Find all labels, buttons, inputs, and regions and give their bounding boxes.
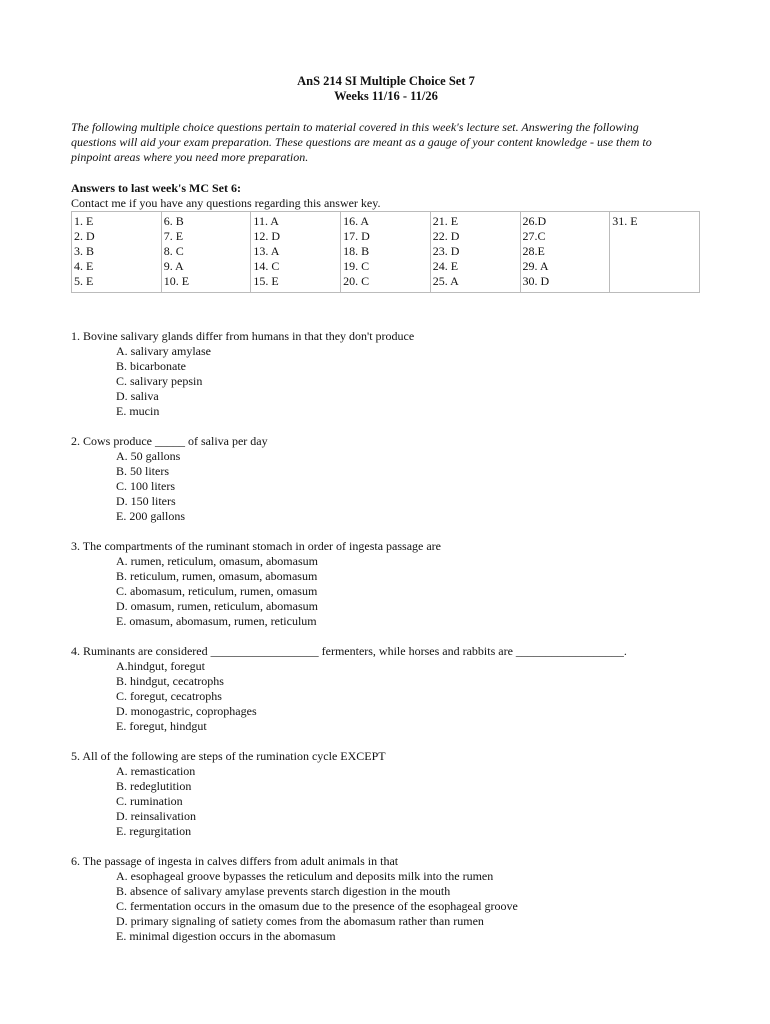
- answer-key-entry: 22. D: [432, 229, 460, 243]
- question-stem: 3. The compartments of the ruminant stomach in order of ingesta passage are: [71, 539, 441, 553]
- answer-key-entry: 14. C: [253, 259, 280, 273]
- intro-paragraph: [71, 120, 701, 165]
- answer-key-row: [72, 212, 700, 293]
- intro-line-2: questions will aid your exam preparation. These questions are meant as a gauge of your content knowledge - use them to: [71, 135, 652, 149]
- question-item: [71, 434, 701, 524]
- answer-option: A.hindgut, foregut: [116, 659, 205, 673]
- answer-option: D. 150 liters: [116, 494, 176, 508]
- answer-key-entry: 4. E: [74, 259, 94, 273]
- title-line-2: Weeks 11/16 - 11/26: [334, 89, 438, 103]
- answer-option: C. fermentation occurs in the omasum due to the presence of the esophageal groove: [116, 899, 518, 913]
- answer-option: A. rumen, reticulum, omasum, abomasum: [116, 554, 318, 568]
- answer-key-entry: 13. A: [253, 244, 280, 258]
- answer-key-entry: 29. A: [522, 259, 549, 273]
- answer-option: A. salivary amylase: [116, 344, 211, 358]
- question-stem: 2. Cows produce _____ of saliva per day: [71, 434, 268, 448]
- answer-option: D. reinsalivation: [116, 809, 196, 823]
- question-item: [71, 854, 701, 944]
- question-stem: 5. All of the following are steps of the rumination cycle EXCEPT: [71, 749, 386, 763]
- answer-key-column: [251, 212, 341, 293]
- answer-key-column: [161, 212, 251, 293]
- answer-key-entry: 9. A: [163, 259, 184, 273]
- document-title: [71, 74, 701, 104]
- answer-key-column: [430, 212, 520, 293]
- answers-contact-note: Contact me if you have any questions regarding this answer key.: [71, 196, 381, 210]
- answer-key-entry: 15. E: [253, 274, 279, 288]
- answer-key-entry: 12. D: [253, 229, 281, 243]
- answer-key-entry: 5. E: [74, 274, 94, 288]
- answer-option: C. foregut, cecatrophs: [116, 689, 222, 703]
- answer-key-entry: [612, 259, 697, 274]
- answer-option: A. esophageal groove bypasses the reticulum and deposits milk into the rumen: [116, 869, 494, 883]
- answer-option: D. omasum, rumen, reticulum, abomasum: [116, 599, 318, 613]
- answer-key-entry: 16. A: [343, 214, 370, 228]
- answer-key-column: [72, 212, 162, 293]
- answer-key-entry: 27.C: [522, 229, 546, 243]
- answers-heading: Answers to last week's MC Set 6:: [71, 181, 241, 195]
- answer-key-entry: 10. E: [163, 274, 190, 288]
- answer-key-table: [71, 211, 700, 293]
- answer-option: B. reticulum, rumen, omasum, abomasum: [116, 569, 318, 583]
- answer-option: A. 50 gallons: [116, 449, 181, 463]
- question-stem: 6. The passage of ingesta in calves differs from adult animals in that: [71, 854, 399, 868]
- document-page: [71, 74, 701, 959]
- answer-key-entry: 11. A: [253, 214, 279, 228]
- answer-key-entry: 25. A: [432, 274, 459, 288]
- answer-key-entry: 18. B: [343, 244, 370, 258]
- answer-option: B. redeglutition: [116, 779, 192, 793]
- answer-option: C. abomasum, reticulum, rumen, omasum: [116, 584, 318, 598]
- question-stem: 4. Ruminants are considered __________________ fermenters, while horses and rabbits are __________________.: [71, 644, 627, 658]
- question-item: [71, 329, 701, 419]
- answer-option: C. salivary pepsin: [116, 374, 203, 388]
- answer-key-column: [341, 212, 431, 293]
- question-item: [71, 539, 701, 629]
- answer-key-entry: 26.D: [522, 214, 547, 228]
- answer-key-column: [520, 212, 610, 293]
- answer-key-entry: 3. B: [74, 244, 95, 258]
- answer-option: E. foregut, hindgut: [116, 719, 207, 733]
- answer-key-entry: 19. C: [343, 259, 370, 273]
- answer-key-entry: 1. E: [74, 214, 94, 228]
- answer-key-entry: [612, 274, 697, 289]
- answer-option: B. absence of salivary amylase prevents starch digestion in the mouth: [116, 884, 451, 898]
- answer-key-entry: [612, 229, 697, 244]
- answer-key-entry: 2. D: [74, 229, 95, 243]
- answer-option: D. primary signaling of satiety comes from the abomasum rather than rumen: [116, 914, 484, 928]
- question-list: [71, 329, 701, 944]
- title-line-1: AnS 214 SI Multiple Choice Set 7: [297, 74, 475, 88]
- answer-option: B. 50 liters: [116, 464, 169, 478]
- answer-key-entry: 8. C: [163, 244, 184, 258]
- question-item: [71, 644, 701, 734]
- answer-option: E. omasum, abomasum, rumen, reticulum: [116, 614, 317, 628]
- answer-option: D. monogastric, coprophages: [116, 704, 257, 718]
- answer-option: E. minimal digestion occurs in the abomasum: [116, 929, 336, 943]
- answer-option: B. hindgut, cecatrophs: [116, 674, 224, 688]
- question-stem: 1. Bovine salivary glands differ from humans in that they don't produce: [71, 329, 415, 343]
- answer-key-entry: 20. C: [343, 274, 370, 288]
- answer-key-column: [610, 212, 700, 293]
- answer-key-entry: 24. E: [432, 259, 459, 273]
- intro-line-3: pinpoint areas where you need more preparation.: [71, 150, 309, 164]
- answer-key-entry: 28.E: [522, 244, 545, 258]
- answer-option: D. saliva: [116, 389, 159, 403]
- answer-key-entry: 31. E: [612, 214, 638, 228]
- answer-option: C. 100 liters: [116, 479, 175, 493]
- answer-key-entry: 30. D: [522, 274, 550, 288]
- answer-key-entry: 23. D: [432, 244, 460, 258]
- answer-option: C. rumination: [116, 794, 183, 808]
- intro-line-1: The following multiple choice questions pertain to material covered in this week's lecture set. Answering the following: [71, 120, 639, 134]
- answer-option: A. remastication: [116, 764, 196, 778]
- answer-key-entry: 7. E: [163, 229, 184, 243]
- answer-key-entry: [612, 244, 697, 259]
- answer-key-entry: 21. E: [432, 214, 459, 228]
- question-item: [71, 749, 701, 839]
- answer-key-entry: 6. B: [163, 214, 184, 228]
- answer-option: B. bicarbonate: [116, 359, 186, 373]
- answer-option: E. 200 gallons: [116, 509, 185, 523]
- answer-option: E. mucin: [116, 404, 160, 418]
- answer-key-entry: 17. D: [343, 229, 370, 243]
- answer-option: E. regurgitation: [116, 824, 192, 838]
